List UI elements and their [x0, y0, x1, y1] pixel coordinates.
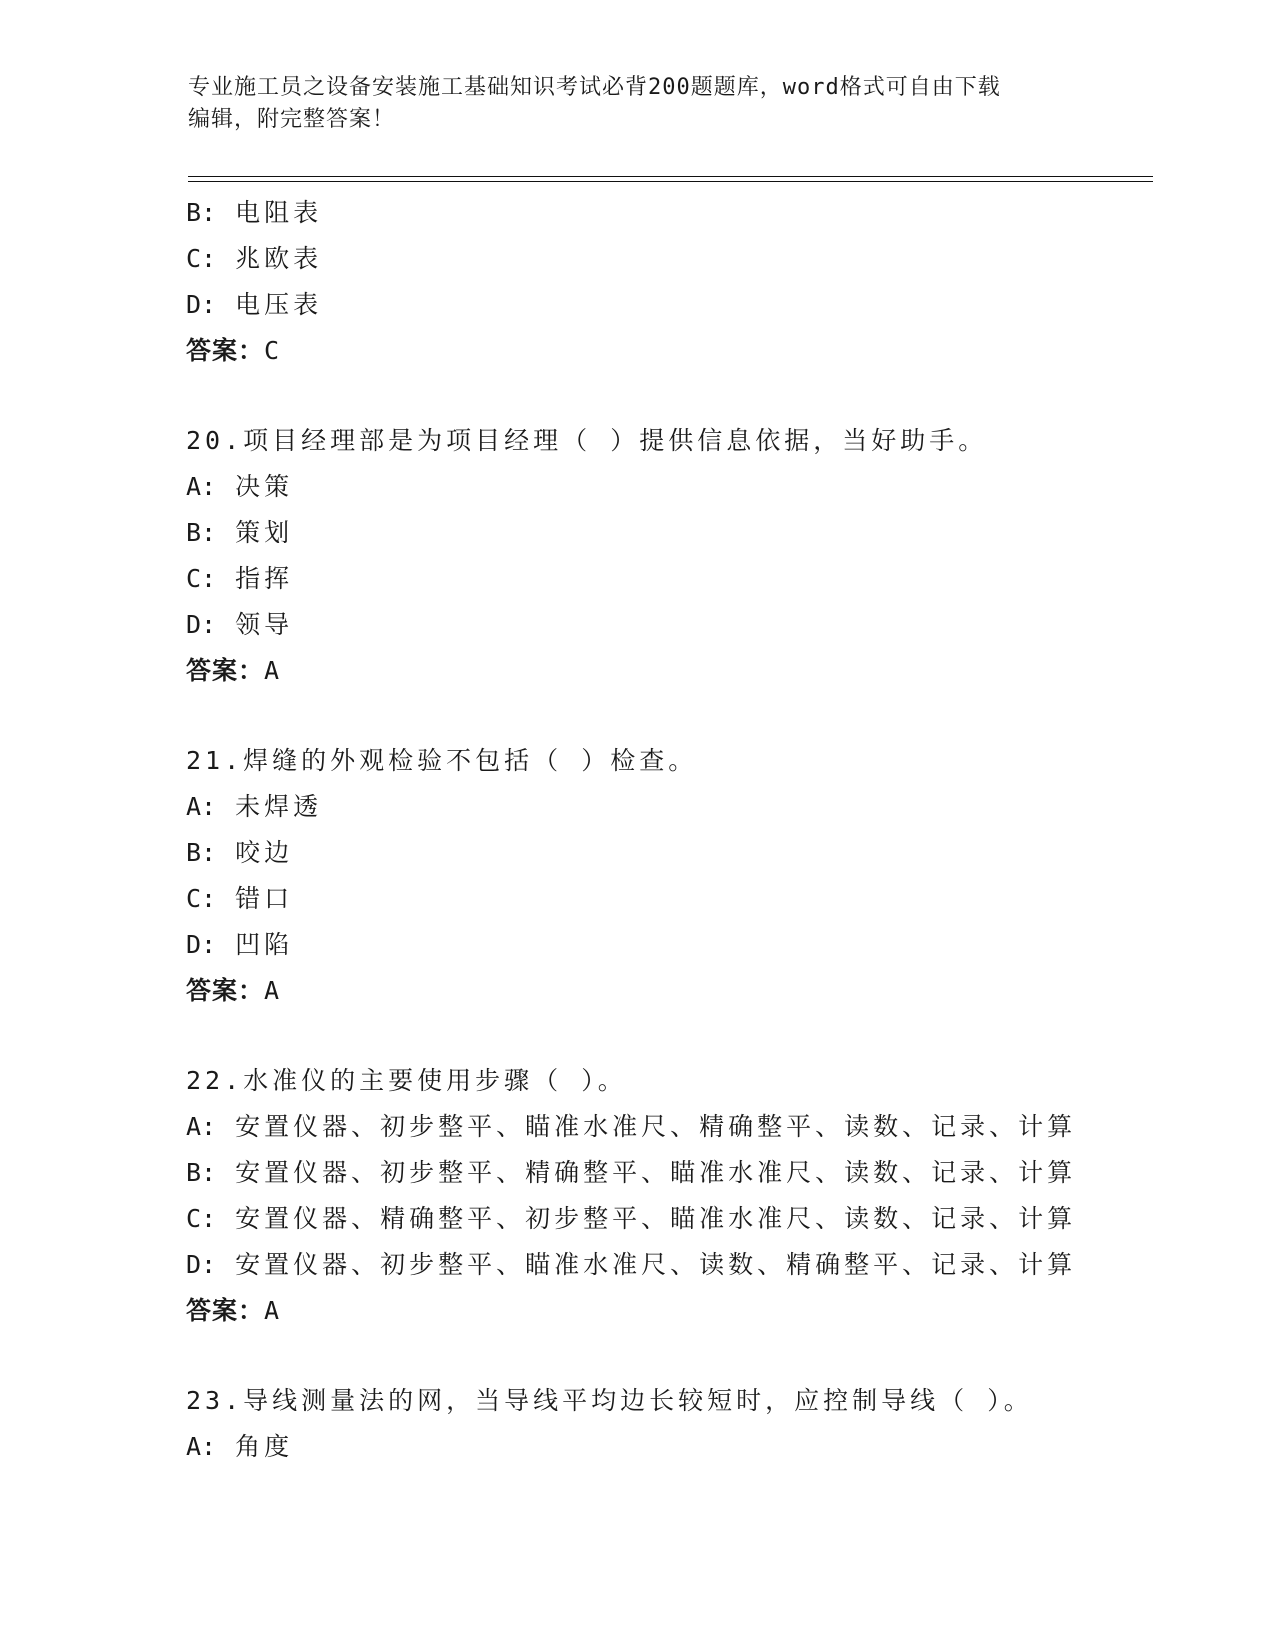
- option-b: B: 安置仪器、初步整平、精确整平、瞄准水准尺、读数、记录、计算: [186, 1158, 1077, 1187]
- question-23: [186, 1378, 1086, 1470]
- answer-line: 答案：A: [186, 976, 281, 1005]
- option-b: B: 策划: [186, 518, 294, 547]
- question-21: [186, 738, 1086, 1014]
- option-a: A: 决策: [186, 472, 294, 501]
- option-d: D: 领导: [186, 610, 294, 639]
- question-stem: 23.导线测量法的网，当导线平均边长较短时，应控制导线（ ）。: [186, 1386, 1033, 1415]
- header-title-line2: 编辑，附完整答案！: [188, 107, 396, 132]
- question-stem: 21.焊缝的外观检验不包括（ ）检查。: [186, 746, 698, 775]
- option-b: B: 电阻表: [186, 198, 323, 227]
- option-c: C: 安置仪器、精确整平、初步整平、瞄准水准尺、读数、记录、计算: [186, 1204, 1077, 1233]
- answer-line: 答案：A: [186, 1296, 281, 1325]
- question-stem: 20.项目经理部是为项目经理（ ）提供信息依据，当好助手。: [186, 426, 988, 455]
- page-header: [188, 72, 1068, 136]
- question-19-partial: [186, 190, 1086, 374]
- answer-line: 答案：A: [186, 656, 281, 685]
- question-20: [186, 418, 1086, 694]
- answer-line: 答案：C: [186, 336, 281, 365]
- question-stem: 22.水准仪的主要使用步骤（ ）。: [186, 1066, 627, 1095]
- header-divider-top: [188, 176, 1153, 177]
- question-list: [186, 190, 1086, 1470]
- option-a: A: 安置仪器、初步整平、瞄准水准尺、精确整平、读数、记录、计算: [186, 1112, 1077, 1141]
- option-a: A: 角度: [186, 1432, 294, 1461]
- header-title-line1: 专业施工员之设备安装施工基础知识考试必背200题题库，word格式可自由下载: [188, 75, 1001, 100]
- option-d: D: 电压表: [186, 290, 323, 319]
- option-a: A: 未焊透: [186, 792, 323, 821]
- option-d: D: 安置仪器、初步整平、瞄准水准尺、读数、精确整平、记录、计算: [186, 1250, 1077, 1279]
- option-c: C: 错口: [186, 884, 294, 913]
- option-d: D: 凹陷: [186, 930, 294, 959]
- option-c: C: 指挥: [186, 564, 294, 593]
- option-b: B: 咬边: [186, 838, 294, 867]
- header-divider-bottom: [188, 181, 1153, 182]
- option-c: C: 兆欧表: [186, 244, 323, 273]
- question-22: [186, 1058, 1086, 1334]
